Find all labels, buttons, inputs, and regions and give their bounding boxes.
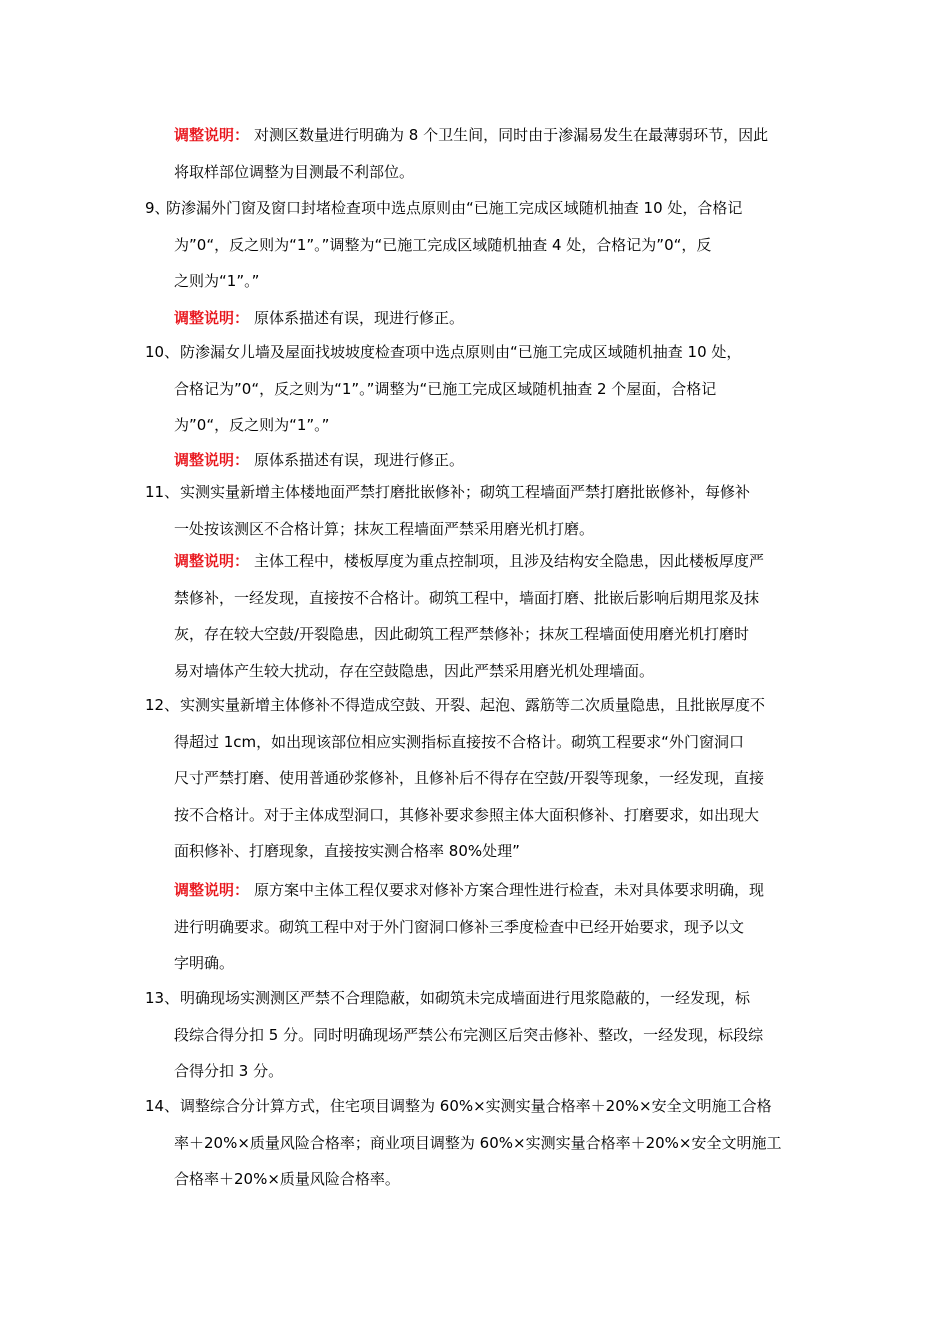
note-label: 调整说明： (174, 552, 250, 570)
item-text-line: 明确现场实测测区严禁不合理隐蔽，如砌筑未完成墙面进行甩浆隐蔽的，一经发现，标 (180, 989, 751, 1007)
item-number: 13、 (145, 989, 180, 1007)
item-text-line: 得超过 1cm，如出现该部位相应实测指标直接按不合格计。砌筑工程要求“外门窗洞口 (174, 732, 744, 751)
item-number: 14、 (145, 1097, 180, 1115)
item-text-line: 为”0“，反之则为“1”。” (174, 416, 330, 434)
item-text-line: 调整综合分计算方式，住宅项目调整为 60%×实测实量合格率＋20%×安全文明施工合格 (180, 1097, 772, 1115)
note-text-line: 原体系描述有误，现进行修正。 (254, 309, 465, 327)
item-text-line: 按不合格计。对于主体成型洞口，其修补要求参照主体大面积修补、打磨要求，如出现大 (174, 805, 760, 824)
note-text-line: 灰，存在较大空鼓/开裂隐患，因此砌筑工程严禁修补；抹灰工程墙面使用磨光机打磨时 (174, 625, 750, 643)
note-text-line: 对测区数量进行明确为 8 个卫生间，同时由于渗漏易发生在最薄弱环节，因此 (254, 126, 769, 144)
item-text-line: 合格记为”0“，反之则为“1”。”调整为“已施工完成区域随机抽查 2 个屋面，合格记 (174, 379, 717, 398)
item-text-line: 面积修补、打磨现象，直接按实测合格率 80%处理” (174, 842, 520, 860)
item-text-line: 防渗漏外门窗及窗口封堵检查项中选点原则由“已施工完成区域随机抽查 10 处，合格记 (166, 199, 743, 217)
note-text-line: 原方案中主体工程仅要求对修补方案合理性进行检查，未对具体要求明确，现 (254, 881, 765, 899)
item-text-line: 段综合得分扣 5 分。同时明确现场严禁公布完测区后突击修补、整改，一经发现，标段综 (174, 1025, 764, 1044)
note-label: 调整说明： (174, 881, 250, 899)
item-text-line: 尺寸严禁打磨、使用普通砂浆修补，且修补后不得存在空鼓/开裂等现象，一经发现，直接 (174, 769, 765, 787)
item-number: 9、 (145, 199, 170, 217)
note-label: 调整说明： (174, 309, 250, 327)
item-text-line: 合得分扣 3 分。 (174, 1062, 284, 1080)
item-text-line: 实测实量新增主体修补不得造成空鼓、开裂、起泡、露筋等二次质量隐患，且批嵌厚度不 (180, 696, 766, 714)
note-text-line: 将取样部位调整为目测最不利部位。 (174, 162, 415, 181)
item-number: 11、 (145, 483, 180, 501)
item-text-line: 一处按该测区不合格计算；抹灰工程墙面严禁采用磨光机打磨。 (174, 519, 595, 538)
item-number: 10、 (145, 343, 180, 361)
note-text-line: 禁修补，一经发现，直接按不合格计。砌筑工程中，墙面打磨、批嵌后影响后期甩浆及抹 (174, 588, 760, 607)
item-text-line: 合格率＋20%×质量风险合格率。 (174, 1170, 400, 1188)
note-label: 调整说明： (174, 126, 250, 144)
item-text-line: 之则为“1”。” (174, 272, 260, 290)
note-text-line: 字明确。 (174, 954, 235, 972)
item-text-line: 防渗漏女儿墙及屋面找坡坡度检查项中选点原则由“已施工完成区域随机抽查 10 处， (180, 343, 742, 361)
item-text-line: 率＋20%×质量风险合格率；商业项目调整为 60%×实测实量合格率＋20%×安全文明施工 (174, 1133, 782, 1152)
note-text-line: 原体系描述有误，现进行修正。 (254, 451, 465, 469)
note-text-line: 进行明确要求。砌筑工程中对于外门窗洞口修补三季度检查中已经开始要求，现予以文 (174, 917, 745, 936)
item-text-line: 为”0“，反之则为“1”。”调整为“已施工完成区域随机抽查 4 处，合格记为”0“，反 (174, 235, 712, 254)
note-text-line: 主体工程中，楼板厚度为重点控制项，且涉及结构安全隐患，因此楼板厚度严 (254, 552, 765, 570)
note-label: 调整说明： (174, 451, 250, 469)
note-text-line: 易对墙体产生较大扰动，存在空鼓隐患，因此严禁采用磨光机处理墙面。 (174, 661, 655, 680)
item-text-line: 实测实量新增主体楼地面严禁打磨批嵌修补；砌筑工程墙面严禁打磨批嵌修补，每修补 (180, 483, 751, 501)
item-number: 12、 (145, 696, 180, 714)
